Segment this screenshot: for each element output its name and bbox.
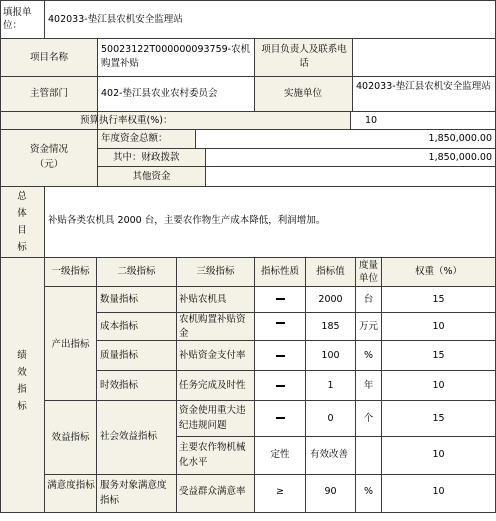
project-owner-label: 项目负责人及联系电话 [261,44,347,69]
row3-unit: 年 [363,380,374,391]
weight-label: 预算执行率权重(%)： [80,115,173,126]
header-value: 指标值 [316,266,345,277]
row3-weight: 10 [432,380,445,391]
row2-unit: % [363,350,374,361]
row6-weight: 10 [432,486,445,497]
row1-unit: 万元 [358,321,378,332]
row5-weight: 10 [432,449,445,460]
row3-level3: 任务完成及时性 [179,380,246,391]
row2-level3: 补贴资金支付率 [179,350,246,361]
row4-nature-dash [276,417,285,419]
funds-total-value: 1,850,000.00 [428,133,492,144]
row6-unit: % [363,486,374,497]
header-nature: 指标性质 [260,266,299,277]
row3-level2: 时效指标 [100,380,139,391]
row0-weight: 15 [432,294,445,305]
row6-level2: 服务对象满意度指标 [100,480,167,506]
row2-nature-dash [276,355,285,357]
header-weight: 权重（%） [414,266,463,277]
row1-level3: 农机购置补贴资金 [179,314,246,339]
perf-section-label: 绩效指标 [17,350,27,412]
row0-level2: 数量指标 [100,294,139,305]
funds-label: 资金情况（元） [29,144,68,170]
row6-nature: ≥ [276,486,284,497]
row5-level3: 主要农作物机械化水平 [179,442,246,468]
project-name-value: 50023122T000000093759-农机购置补贴 [101,44,251,69]
row4-weight: 15 [432,413,445,424]
row6-value: 90 [324,486,337,497]
group-satisfaction: 满意度指标 [47,480,95,491]
row5-value: 有效改善 [310,449,349,460]
filler-value: 402033-垫江县农机安全监理站 [48,14,183,25]
filler-label: 填报单位： [3,7,32,31]
row0-unit: 台 [363,294,374,305]
row2-value: 100 [321,350,340,361]
row3-nature-dash [276,385,285,387]
header-unit: 度量单位 [358,260,378,284]
group-output: 产出指标 [51,339,90,350]
header-level2: 二级指标 [117,266,156,277]
funds-other-label: 其他资金 [132,171,171,182]
row4-unit: 个 [363,413,374,424]
funds-total-label: 年度资金总额： [101,133,168,144]
row2-weight: 15 [432,350,445,361]
dept-label: 主管部门 [29,88,68,99]
weight-value: 10 [364,115,378,126]
row1-weight: 10 [432,321,445,332]
goal-text: 补贴各类农机具 2000 台，主要农作物生产成本降低，利润增加。 [48,215,326,226]
impl-value: 402033-垫江县农机安全监理站 [356,81,491,92]
row0-nature-dash [276,298,285,300]
row1-level2: 成本指标 [100,321,139,332]
row0-level3: 补贴农机具 [179,294,227,305]
row1-value: 185 [321,321,340,332]
row4-value: 0 [327,413,334,424]
header-level1: 一级指标 [51,266,90,277]
row0-value: 2000 [318,294,343,305]
row2-level2: 质量指标 [100,350,139,361]
project-name-label: 项目名称 [29,52,68,63]
row6-level3: 受益群众满意率 [179,486,246,497]
row3-value: 1 [327,380,334,391]
funds-fiscal-value: 1,850,000.00 [428,152,492,163]
funds-fiscal-label: 其中：财政拨款 [113,152,180,163]
header-level3: 三级指标 [196,266,235,277]
dept-value: 402-垫江县农业农村委员会 [101,88,218,99]
row1-nature-dash [276,322,285,324]
goal-label: 总体目标 [17,191,27,253]
group-benefit: 效益指标 [51,432,90,443]
row4-level3: 资金使用重大违纪违规问题 [179,405,246,431]
row4-level2: 社会效益指标 [100,431,158,442]
row5-nature: 定性 [270,449,290,460]
impl-label: 实施单位 [283,88,322,99]
